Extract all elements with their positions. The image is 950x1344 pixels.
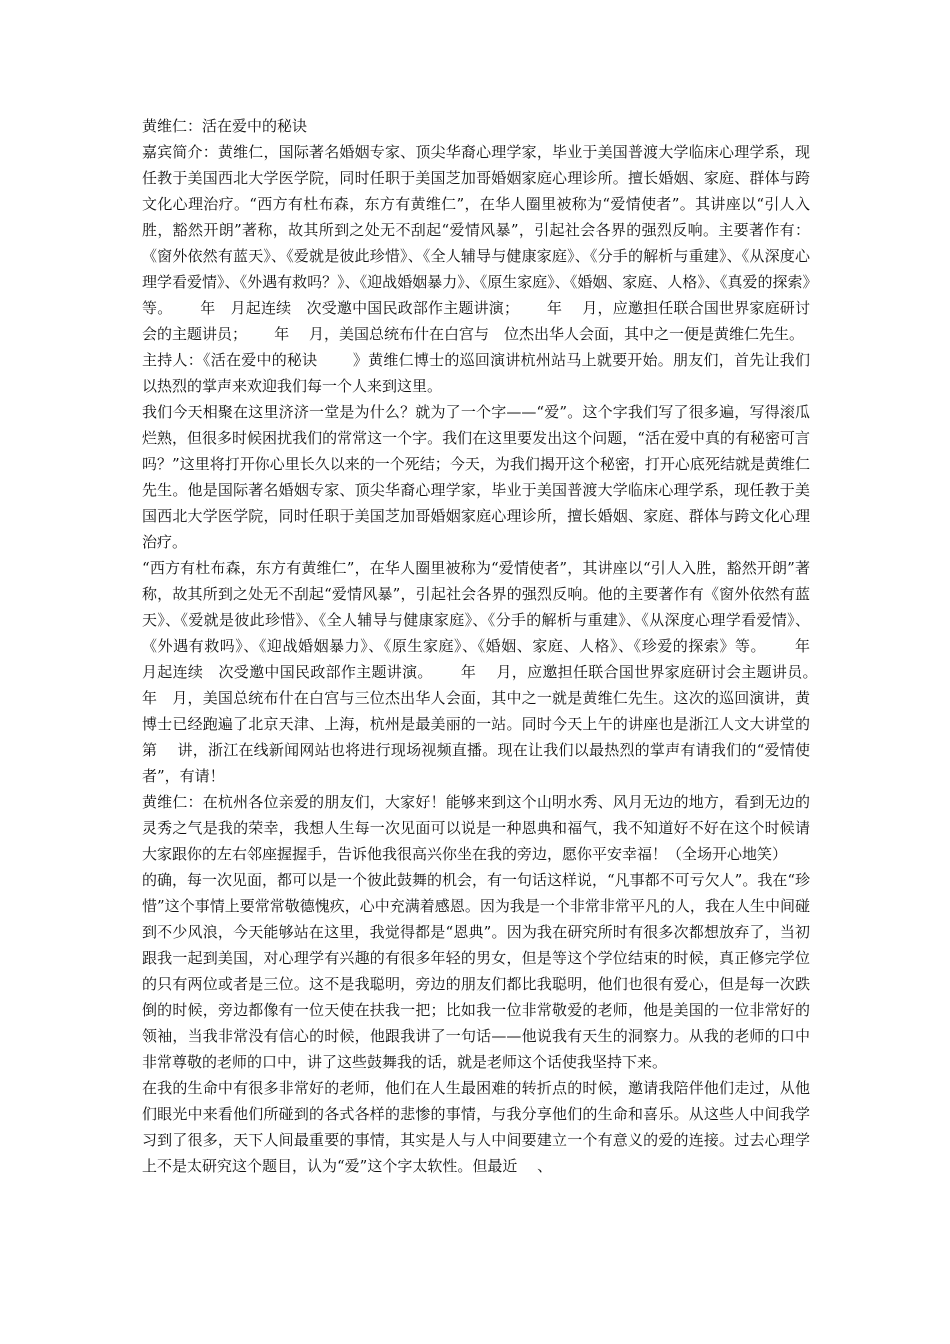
- paragraph-guest-intro: 嘉宾简介：黄维仁，国际著名婚姻专家、顶尖华裔心理学家，毕业于美国普渡大学临床心理学系，现任教于美国西北大学医学院，同时任职于美国芝加哥婚姻家庭心理诊所。擅长婚姻、家庭、群体与跨文化心理治疗。“西方有杜布森，东方有黄维仁”，在华人圈里被称为“爱情使者”。其讲座以“引人入胜，豁然开朗”著称，故其所到之处无不刮起“爱情风暴”，引起社会各界的强烈反响。主要著作有：《窗外依然有蓝天》、《爱就是彼此珍惜》、《全人辅导与健康家庭》、《分手的解析与重建》、《从深度心理学看爱情》、《外遇有救吗？》、《迎战婚姻暴力》、《原生家庭》、《婚姻、家庭、人格》、《真爱的探索》等。 年 月起连续 次受邀中国民政部作主题讲演； 年 月，应邀担任联合国世界家庭研讨会的主题讲员； 年 月，美国总统布什在白宫与 位杰出华人会面，其中之一便是黄维仁先生。: [142, 143, 810, 343]
- paragraph-love-question: 我们今天相聚在这里济济一堂是为什么？就为了一个字——“爱”。这个字我们写了很多遍，写得滚瓜烂熟，但很多时候困扰我们的常常这一个字。我们在这里要发出这个问题，“活在爱中真的有秘密可言吗？”这里将打开你心里长久以来的一个死结；今天，为我们揭开这个秘密，打开心底死结就是黄维仁先生。他是国际著名婚姻专家、顶尖华裔心理学家，毕业于美国普渡大学临床心理学系，现任教于美国西北大学医学院，同时任职于美国芝加哥婚姻家庭心理诊所，擅长婚姻、家庭、群体与跨文化心理治疗。: [142, 403, 810, 551]
- paragraph-host-opening: 主持人：《活在爱中的秘诀 》黄维仁博士的巡回演讲杭州站马上就要开始。朋友们，首先让我们以热烈的掌声来欢迎我们每一个人来到这里。: [142, 351, 810, 395]
- document-title: 黄维仁：活在爱中的秘诀: [142, 117, 308, 135]
- paragraph-speaker-greeting: 黄维仁：在杭州各位亲爱的朋友们，大家好！能够来到这个山明水秀、风月无边的地方，看到无边的灵秀之气是我的荣幸，我想人生每一次见面可以说是一种恩典和福气，我不知道好不好在这个时候请大家跟你的左右邻座握握手，告诉他我很高兴你坐在我的旁边，愿你平安幸福！（全场开心地笑）: [142, 793, 810, 863]
- paragraph-host-introduction: “西方有杜布森，东方有黄维仁”，在华人圈里被称为“爱情使者”，其讲座以“引人入胜，豁然开朗”著称，故其所到之处无不刮起“爱情风暴”，引起社会各界的强烈反响。他的主要著作有《窗外依然有蓝天》、《爱就是彼此珍惜》、《全人辅导与健康家庭》、《分手的解析与重建》、《从深度心理学看爱情》、《外遇有救吗》、《迎战婚姻暴力》、《原生家庭》、《婚姻、家庭、人格》、《珍爱的探索》等。 年 月起连续 次受邀中国民政部作主题讲演。 年 月，应邀担任联合国世界家庭研讨会主题讲员。 年 月，美国总统布什在白宫与三位杰出华人会面，其中之一就是黄维仁先生。这次的巡回演讲，黄博士已经跑遍了北京天津、上海，杭州是最美丽的一站。同时今天上午的讲座也是浙江人文大讲堂的第 讲，浙江在线新闻网站也将进行现场视频直播。现在让我们以最热烈的掌声有请我们的“爱情使者”，有请！: [142, 559, 845, 785]
- document-page: [142, 113, 845, 1179]
- paragraph-teachers: 在我的生命中有很多非常好的老师，他们在人生最困难的转折点的时候，邀请我陪伴他们走过，从他们眼光中来看他们所碰到的各式各样的悲惨的事情，与我分享他们的生命和喜乐。从这些人中间我学习到了很多，天下人间最重要的事情，其实是人与人中间要建立一个有意义的爱的连接。过去心理学上不是太研究这个题目，认为“爱”这个字太软性。但最近 、: [142, 1079, 810, 1175]
- paragraph-encounter-grace: 的确，每一次见面，都可以是一个彼此鼓舞的机会，有一句话这样说，“凡事都不可亏欠人”。我在“珍惜”这个事情上要常常敬德愧疚，心中充满着感恩。因为我是一个非常非常平凡的人，我在人生中间碰到不少风浪，今天能够站在这里，我觉得都是“恩典”。因为我在研究所时有很多次都想放弃了，当初跟我一起到美国，对心理学有兴趣的有很多年轻的男女，但是等这个学位结束的时候，真正修完学位的只有两位或者是三位。这不是我聪明，旁边的朋友们都比我聪明，他们也很有爱心，但是每一次跌倒的时候，旁边都像有一位天使在扶我一把；比如我一位非常敬爱的老师，他是美国的一位非常好的领袖，当我非常没有信心的时候，他跟我讲了一句话——他说我有天生的洞察力。从我的老师的口中非常尊敬的老师的口中，讲了这些鼓舞我的话，就是老师这个话使我坚持下来。: [142, 871, 811, 1071]
